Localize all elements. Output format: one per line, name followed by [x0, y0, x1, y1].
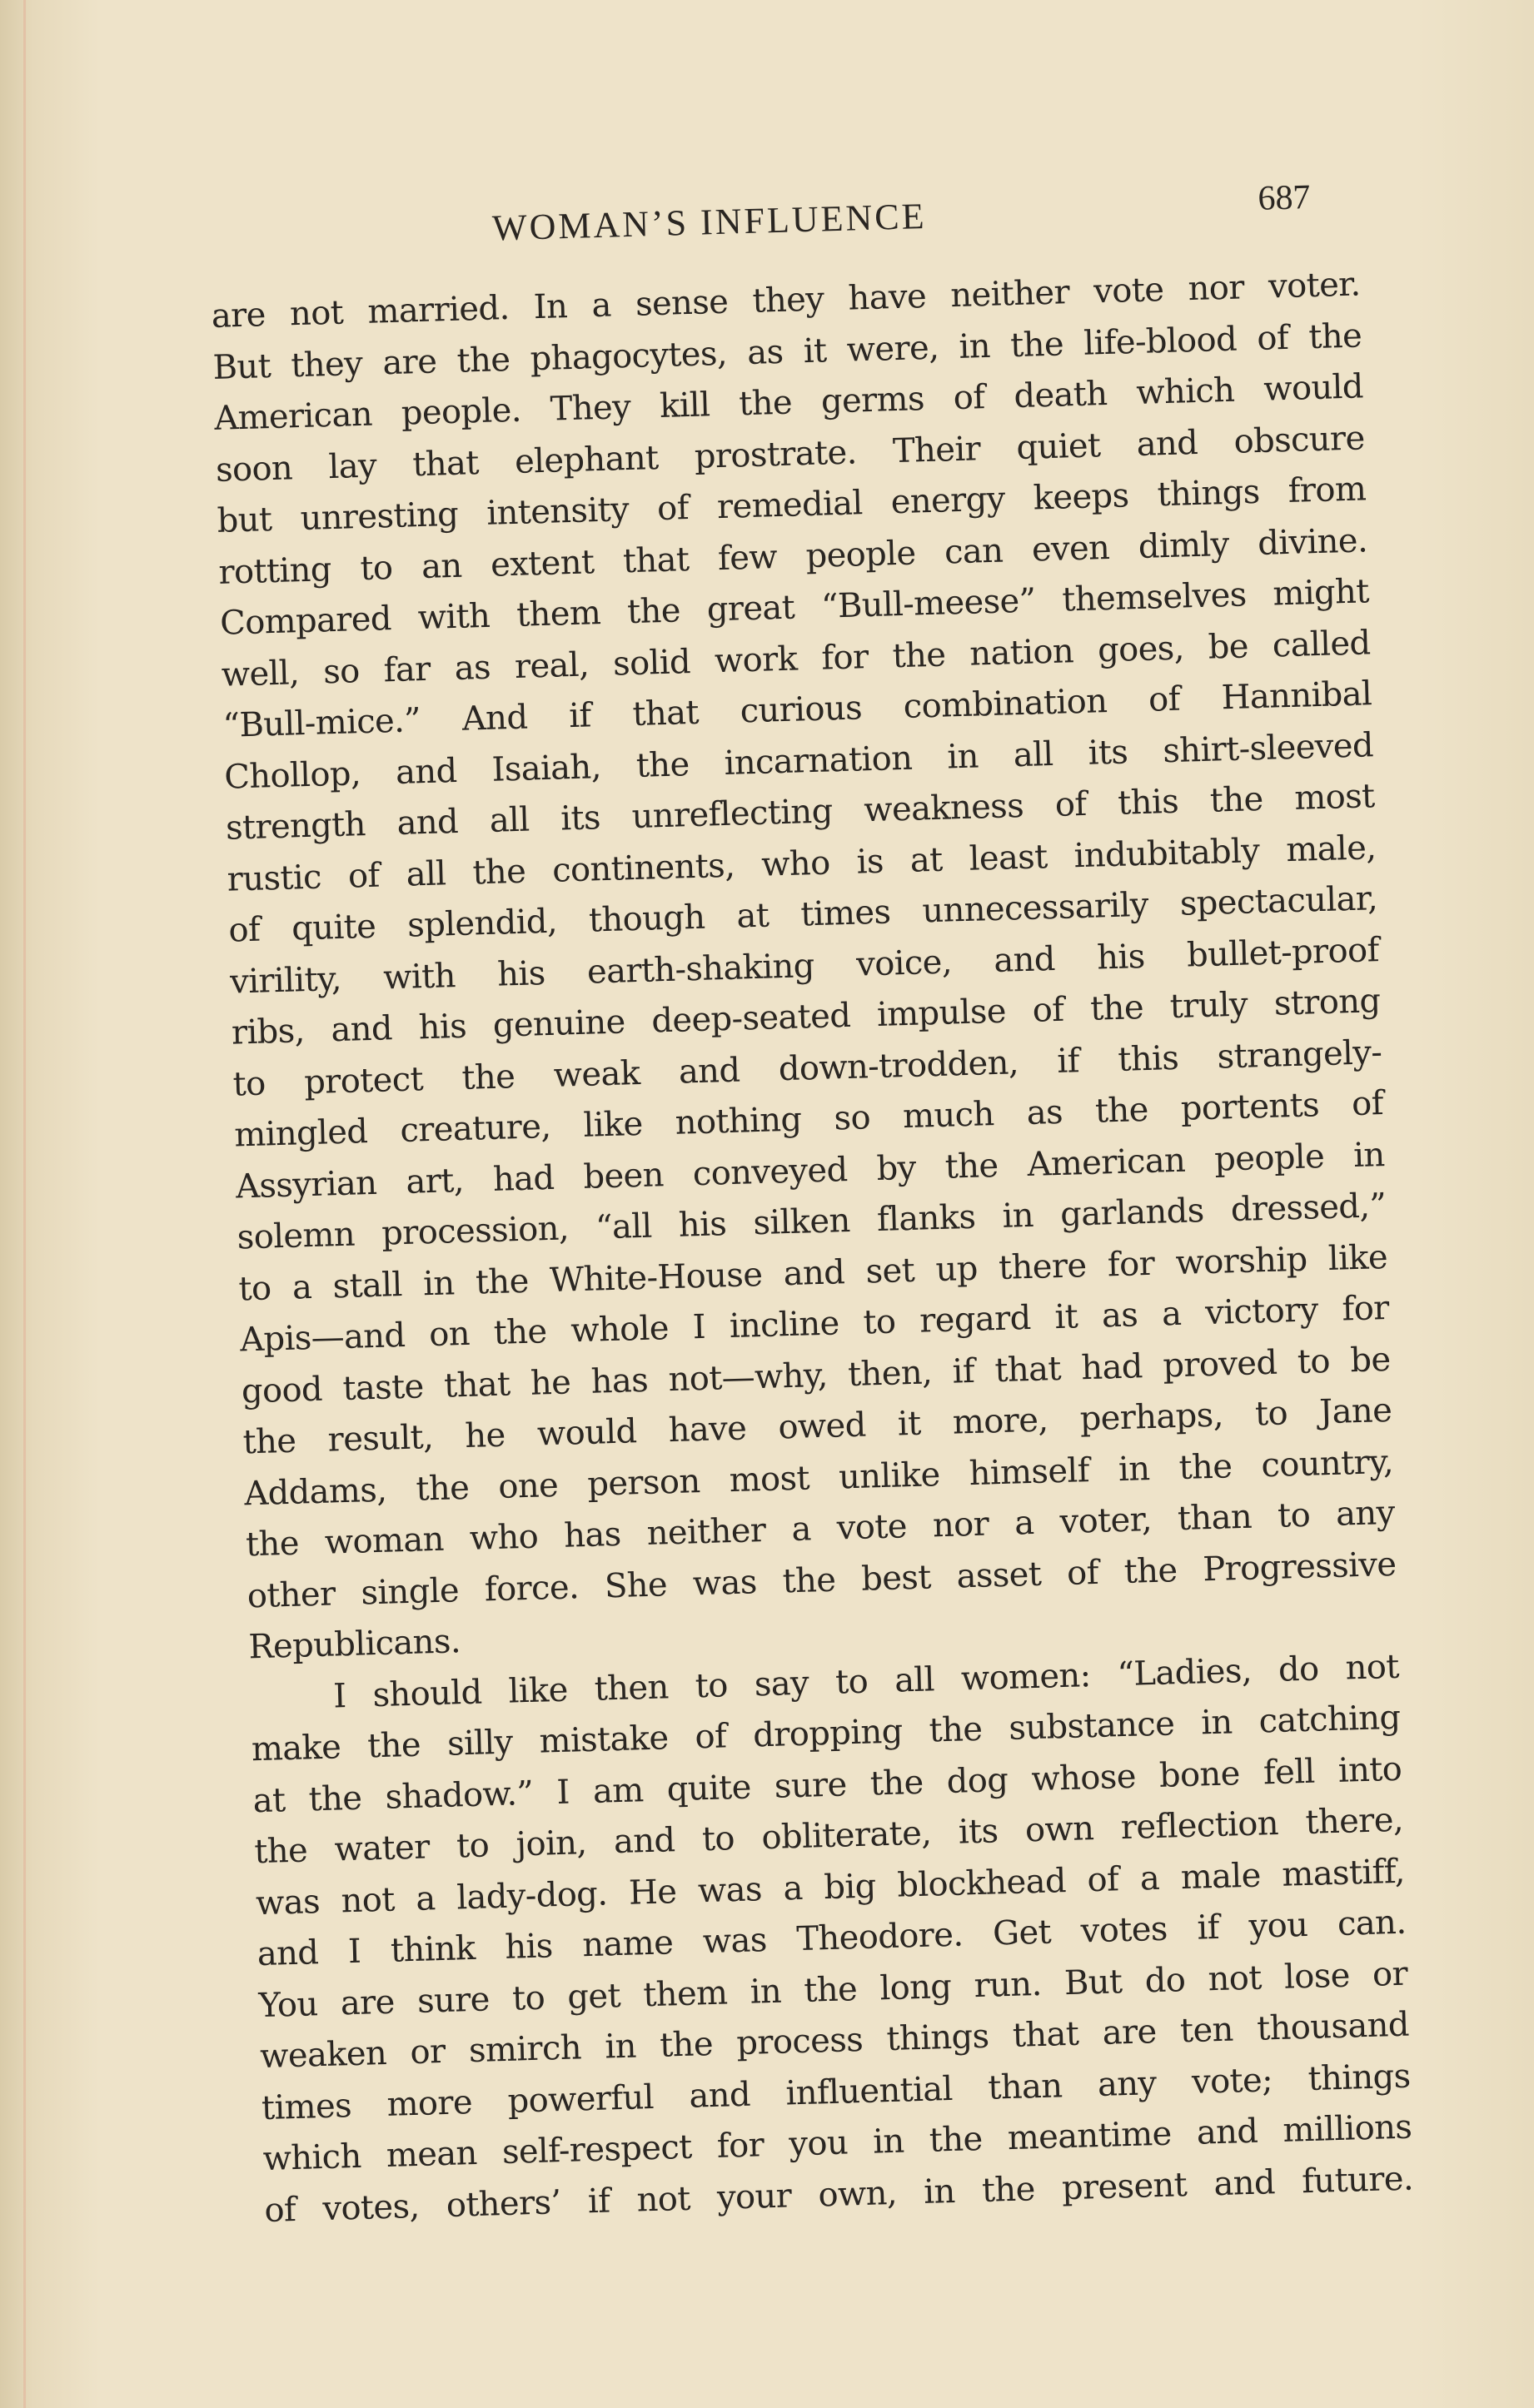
text-line: Republicans.	[247, 1622, 461, 1667]
page-text-block	[208, 167, 1414, 2236]
text-line: make the silly mistake of dropping the substance in catching	[251, 1698, 1402, 1769]
text-line: which mean self-respect for you in the meantime and millions	[262, 2107, 1412, 2179]
text-line: virility, with his earth-shaking voice, and his bullet-proof	[229, 930, 1380, 1002]
text-line: Addams, the one person most unlike himself in the country,	[243, 1442, 1394, 1513]
paragraph-start-line: I should like then to say to all women: “Ladies, do not	[332, 1647, 1400, 1715]
text-line: Assyrian art, had been conveyed by the American people in	[235, 1135, 1386, 1206]
text-line: at the shadow.” I am quite sure the dog whose bone fell into	[252, 1749, 1402, 1820]
text-line: You are sure to get them in the long run. But do not lose or	[257, 1954, 1408, 2025]
text-line: Chollop, and Isaiah, the incarnation in all its shirt-sleeved	[223, 725, 1374, 797]
text-line: was not a lady-dog. He was a big blockhead of a male mastiff,	[255, 1852, 1406, 1923]
page-number: 687	[1257, 178, 1312, 218]
text-line: of quite splendid, though at times unnecessarily spectacular,	[227, 879, 1378, 950]
text-line: weaken or smirch in the process things that are ten thousand	[259, 2005, 1410, 2077]
text-line: soon lay that elephant prostrate. Their quiet and obscure	[215, 418, 1366, 490]
text-line: to protect the weak and down-trodden, if this strangely-	[232, 1032, 1382, 1104]
text-line: Apis—and on the whole I incline to regard it as a victory for	[239, 1288, 1390, 1360]
running-head: WOMAN’S INFLUENCE	[491, 195, 928, 249]
text-line: to a stall in the White-House and set up there for worship like	[237, 1237, 1388, 1308]
text-line: times more powerful and influential than any vote; things	[261, 2057, 1412, 2127]
text-line: good taste that he has not—why, then, if that had proved to be	[241, 1340, 1392, 1410]
text-line: rotting to an extent that few people can even dimly divine.	[217, 520, 1368, 592]
text-line: well, so far as real, solid work for the nation goes, be called	[221, 623, 1372, 694]
text-line: Compared with them the great “Bull-meese” themselves might	[219, 572, 1370, 643]
text-line: “Bull-mice.” And if that curious combination of Hannibal	[222, 674, 1372, 745]
text-line: but unresting intensity of remedial energy keeps things from	[217, 470, 1367, 540]
text-line: But they are the phagocytes, as it were, in the life-blood of the	[212, 316, 1362, 387]
text-line: mingled creature, like nothing so much as the portents of	[233, 1084, 1384, 1155]
page-gutter	[23, 0, 26, 2408]
text-line: the woman who has neither a vote nor a voter, than to any	[245, 1493, 1396, 1565]
text-line: and I think his name was Theodore. Get votes if you can.	[256, 1903, 1407, 1974]
text-line: American people. They kill the germs of death which would	[213, 367, 1364, 438]
text-line: other single force. She was the best asset of the Progressive	[247, 1545, 1397, 1615]
body-text	[211, 259, 1414, 2236]
text-line: rustic of all the continents, who is at least indubitably male,	[227, 828, 1377, 899]
text-line: strength and all its unreflecting weakness of this the most	[225, 777, 1376, 848]
text-line: solemn procession, “all his silken flanks in garlands dressed,”	[237, 1186, 1387, 1257]
text-line: of votes, others’ if not your own, in the present and future.	[263, 2159, 1414, 2230]
text-line: the water to join, and to obliterate, its own reflection there,	[253, 1800, 1404, 1872]
text-line: the result, he would have owed it more, perhaps, to Jane	[242, 1391, 1392, 1462]
text-line: ribs, and his genuine deep-seated impulse of the truly strong	[231, 982, 1382, 1052]
text-line: are not married. In a sense they have neither vote nor voter.	[211, 265, 1362, 336]
